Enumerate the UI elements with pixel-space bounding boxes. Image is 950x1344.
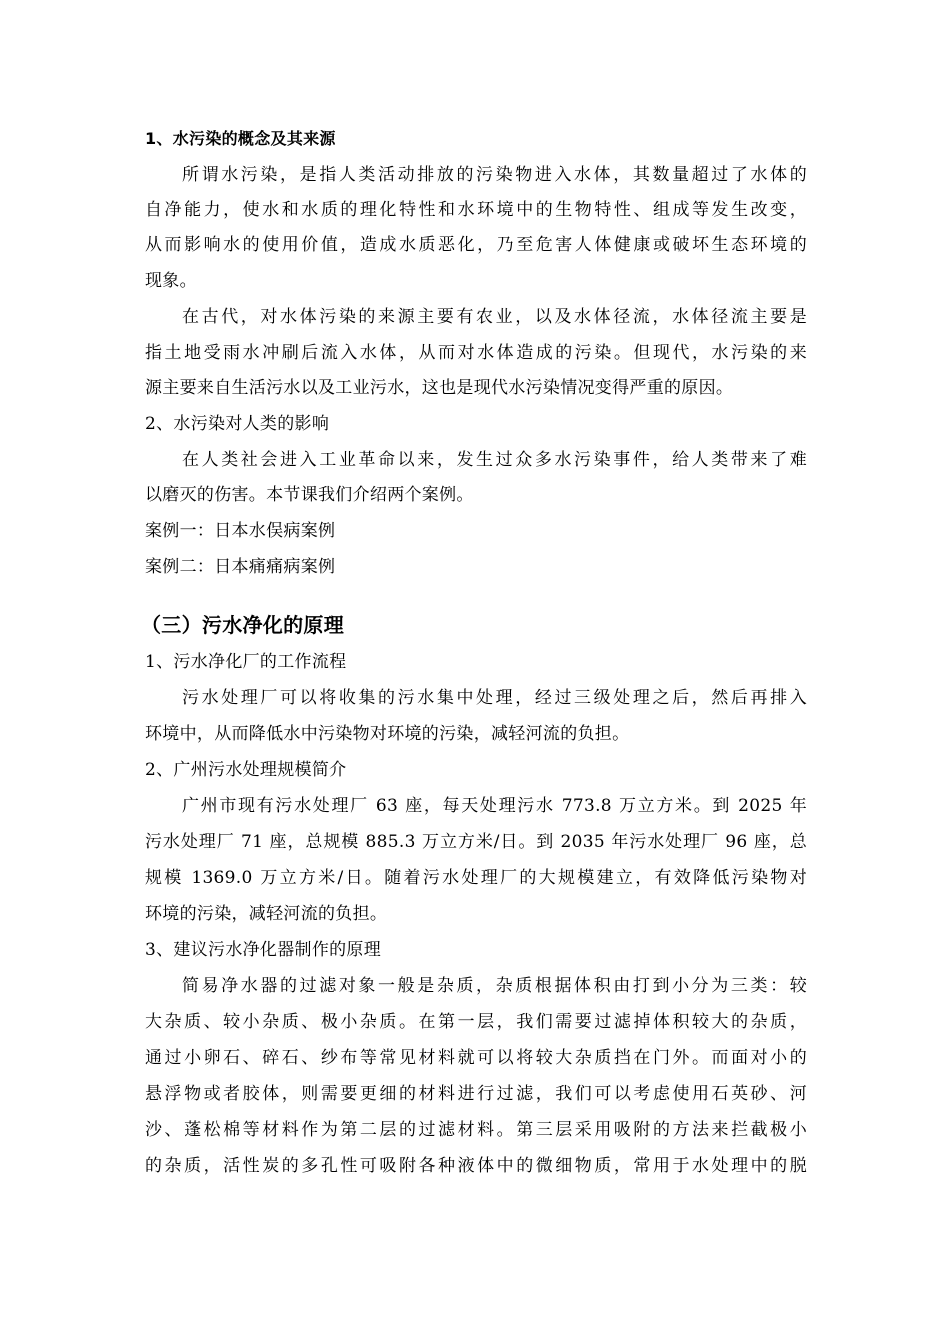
- paragraph-line: 悬浮物或者胶体，则需要更细的材料进行过滤，我们可以考虑使用石英砂、河: [145, 1084, 807, 1104]
- section-heading: 1、污水净化厂的工作流程: [145, 652, 347, 672]
- paragraph-line: 简易净水器的过滤对象一般是杂质，杂质根据体积由打到小分为三类：较: [182, 976, 807, 996]
- paragraph-line: 沙、蓬松棉等材料作为第二层的过滤材料。第三层采用吸附的方法来拦截极小: [145, 1120, 807, 1140]
- section-heading: 3、建议污水净化器制作的原理: [145, 940, 382, 960]
- paragraph-line: 从而影响水的使用价值，造成水质恶化，乃至危害人体健康或破坏生态环境的: [145, 235, 807, 255]
- paragraph-line: 在古代，对水体污染的来源主要有农业，以及水体径流，水体径流主要是: [182, 307, 807, 327]
- paragraph-line: 污水处理厂 71 座，总规模 885.3 万立方米/日。到 2035 年污水处理厂 96 座，总: [145, 832, 807, 852]
- paragraph-line: 源主要来自生活污水以及工业污水，这也是现代水污染情况变得严重的原因。: [145, 378, 734, 398]
- paragraph-line: 现象。: [145, 271, 197, 291]
- paragraph-line: 规模 1369.0 万立方米/日。随着污水处理厂的大规模建立，有效降低污染物对: [145, 868, 807, 888]
- section-heading: 2、水污染对人类的影响: [145, 414, 330, 434]
- paragraph-line: 指土地受雨水冲刷后流入水体，从而对水体造成的污染。但现代，水污染的来: [145, 343, 807, 363]
- section-heading: 1、水污染的概念及其来源: [145, 129, 336, 148]
- paragraph-line: 自净能力，使水和水质的理化特性和水环境中的生物特性、组成等发生改变，: [145, 200, 807, 220]
- paragraph-line: 环境中，从而降低水中污染物对环境的污染，减轻河流的负担。: [145, 724, 630, 744]
- paragraph-line: 通过小卵石、碎石、纱布等常见材料就可以将较大杂质挡在门外。而面对小的: [145, 1048, 807, 1068]
- paragraph-line: 大杂质、较小杂质、极小杂质。在第一层，我们需要过滤掉体积较大的杂质，: [145, 1012, 807, 1032]
- paragraph-line: 在人类社会进入工业革命以来，发生过众多水污染事件，给人类带来了难: [182, 450, 807, 470]
- section-heading: 2、广州污水处理规模简介: [145, 760, 347, 780]
- case-item: 案例一：日本水俣病案例: [145, 521, 336, 541]
- case-item: 案例二：日本痛痛病案例: [145, 557, 336, 577]
- paragraph-line: 广州市现有污水处理厂 63 座，每天处理污水 773.8 万立方米。到 2025 年: [182, 796, 807, 816]
- paragraph-line: 环境的污染，减轻河流的负担。: [145, 904, 388, 924]
- part-title: （三）污水净化的原理: [141, 613, 344, 637]
- paragraph-line: 的杂质，活性炭的多孔性可吸附各种液体中的微细物质，常用于水处理中的脱: [145, 1156, 807, 1176]
- paragraph-line: 污水处理厂可以将收集的污水集中处理，经过三级处理之后，然后再排入: [182, 688, 807, 708]
- paragraph-line: 所谓水污染，是指人类活动排放的污染物进入水体，其数量超过了水体的: [182, 165, 807, 185]
- paragraph-line: 以磨灭的伤害。本节课我们介绍两个案例。: [145, 485, 474, 505]
